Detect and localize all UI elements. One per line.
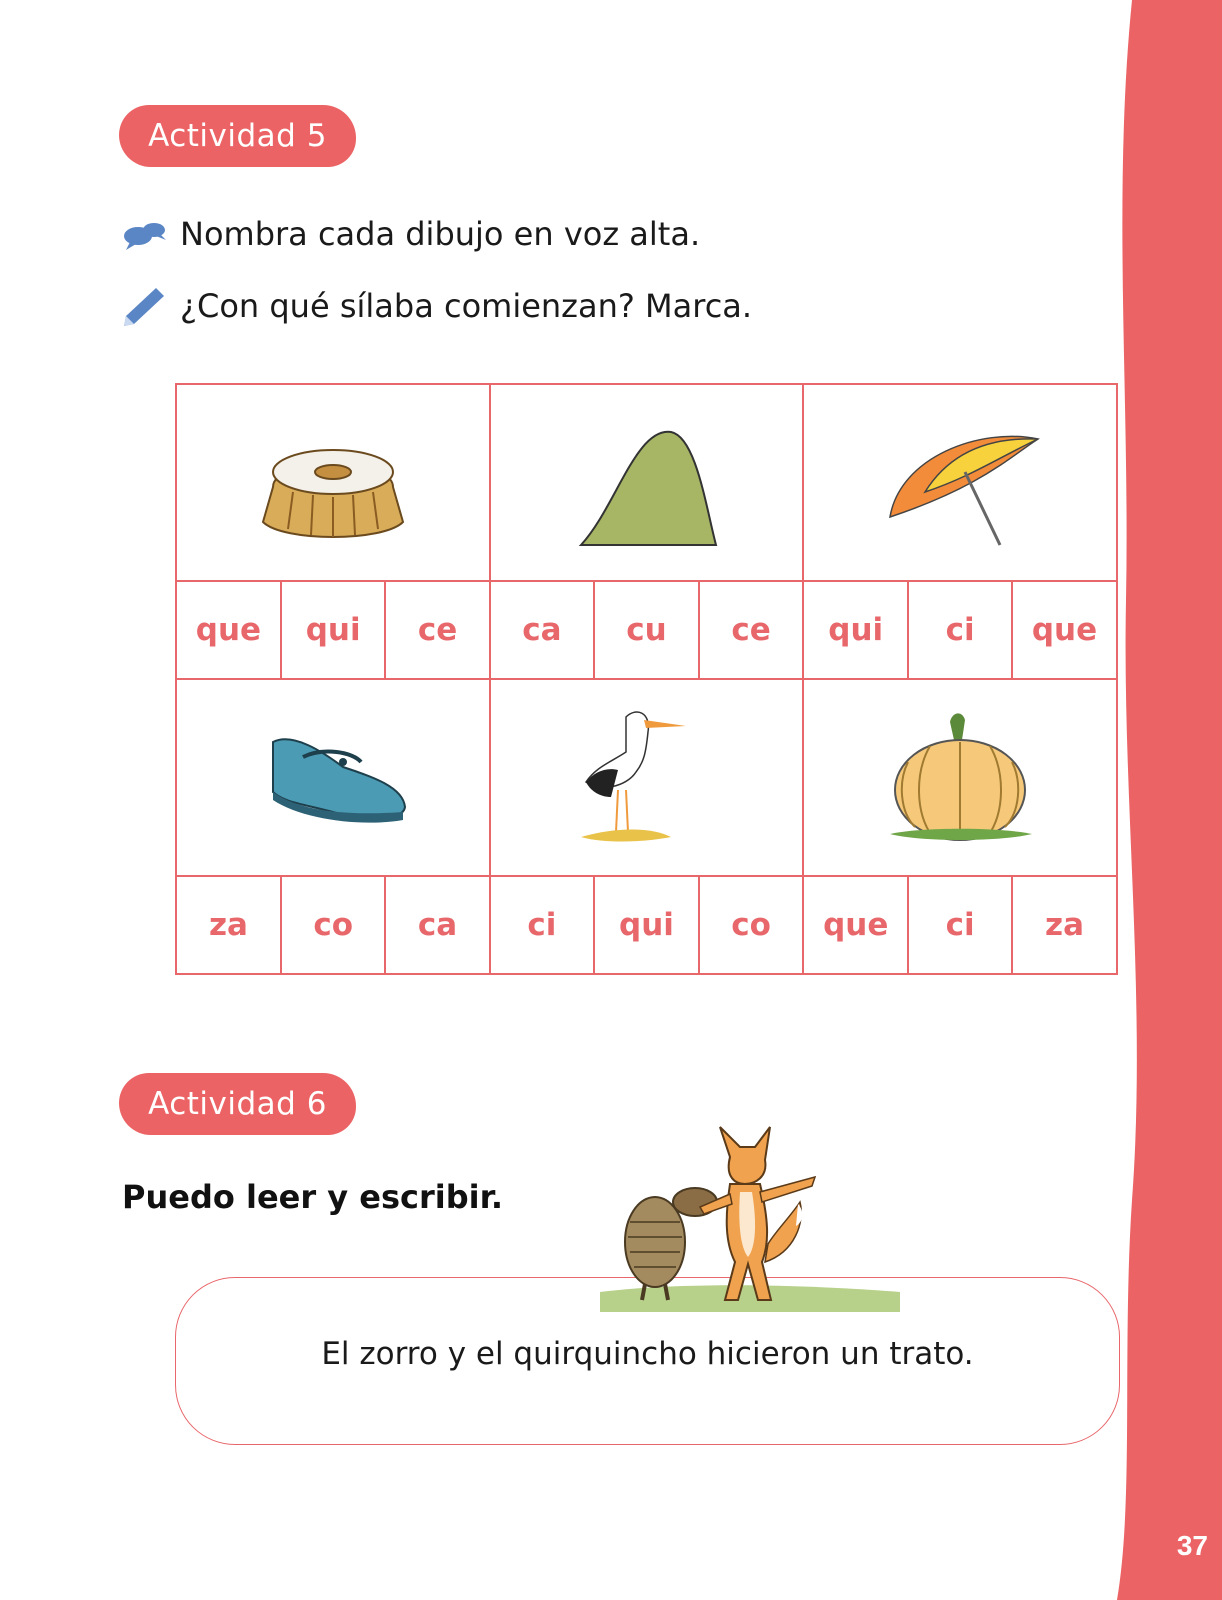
activity-6-subtitle: Puedo leer y escribir.: [122, 1178, 503, 1216]
picture-cell: [803, 384, 1117, 581]
picture-cell: [803, 679, 1117, 876]
shoe-picture: [243, 712, 423, 842]
syllable-row-2: [176, 876, 1117, 974]
side-decorative-band: [1112, 0, 1222, 1600]
syllable-option[interactable]: co: [699, 876, 803, 974]
picture-row-1: [176, 384, 1117, 581]
stork-picture: [556, 702, 736, 852]
syllable-option[interactable]: za: [1012, 876, 1117, 974]
instruction-mark: [120, 284, 752, 328]
fox-and-armadillo-picture: [600, 1122, 900, 1312]
picture-cell: [176, 384, 490, 581]
instruction-speak-text: Nombra cada dibujo en voz alta.: [180, 215, 701, 253]
syllable-option[interactable]: que: [803, 876, 908, 974]
picture-cell: [176, 679, 490, 876]
syllable-option[interactable]: ci: [490, 876, 594, 974]
speech-bubbles-icon: [120, 212, 168, 256]
syllable-option[interactable]: qui: [594, 876, 699, 974]
syllable-option[interactable]: ce: [385, 581, 489, 679]
syllable-option[interactable]: co: [281, 876, 386, 974]
page-number: 37: [1176, 1530, 1208, 1561]
instruction-speak: [120, 212, 700, 256]
syllable-option[interactable]: que: [176, 581, 281, 679]
syllable-option[interactable]: ca: [490, 581, 594, 679]
activity-6-label: Actividad 6: [119, 1073, 356, 1135]
syllable-option[interactable]: ce: [699, 581, 803, 679]
syllable-option[interactable]: qui: [281, 581, 386, 679]
syllable-option[interactable]: cu: [594, 581, 699, 679]
beach-umbrella-picture: [870, 417, 1050, 547]
picture-cell: [490, 384, 804, 581]
picture-row-2: [176, 679, 1117, 876]
pencil-icon: [120, 284, 168, 328]
syllable-row-1: [176, 581, 1117, 679]
syllable-grid: [175, 383, 1118, 975]
reading-sentence: El zorro y el quirquincho hicieron un trato.: [321, 1336, 974, 1372]
syllable-option[interactable]: za: [176, 876, 281, 974]
hill-picture: [556, 417, 736, 547]
syllable-option[interactable]: ci: [908, 581, 1012, 679]
picture-cell: [490, 679, 804, 876]
syllable-option[interactable]: ca: [385, 876, 489, 974]
pumpkin-picture: [870, 702, 1050, 852]
instruction-mark-text: ¿Con qué sílaba comienzan? Marca.: [180, 287, 753, 325]
activity-5-label: Actividad 5: [119, 105, 356, 167]
bundt-cake-picture: [243, 417, 423, 547]
syllable-option[interactable]: ci: [908, 876, 1012, 974]
syllable-option[interactable]: que: [1012, 581, 1117, 679]
syllable-option[interactable]: qui: [803, 581, 908, 679]
